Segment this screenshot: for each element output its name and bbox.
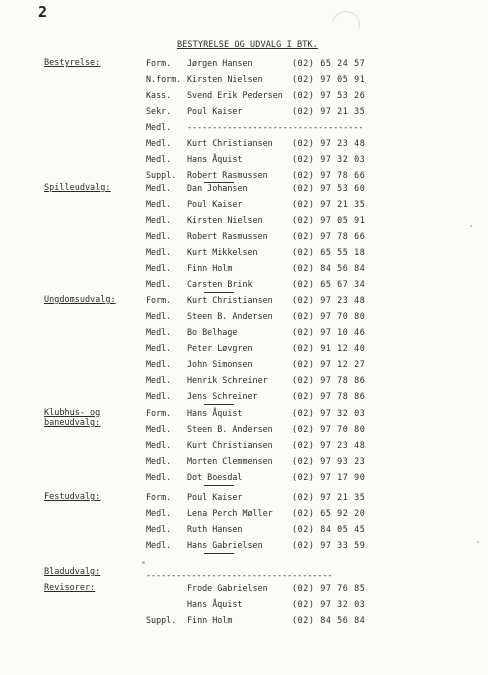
member-role: Medl.: [146, 199, 172, 209]
member-phone: (02) 65 55 18: [292, 247, 366, 257]
member-name: Lena Perch Møller: [187, 508, 273, 518]
member-name: Finn Holm: [187, 615, 233, 625]
member-phone: (02) 97 32 03: [292, 408, 366, 418]
member-name: Morten Clemmensen: [187, 456, 273, 466]
member-row: [0, 408, 488, 420]
member-role: Form.: [146, 408, 172, 418]
member-role: Medl.: [146, 154, 172, 164]
member-phone: (02) 97 32 03: [292, 154, 366, 164]
member-row: [0, 375, 488, 387]
member-role: Medl.: [146, 424, 172, 434]
member-role: Suppl.: [146, 170, 177, 180]
page-title: BESTYRELSE OG UDVALG I BTK.: [177, 40, 318, 50]
member-phone: (02) 97 53 60: [292, 183, 366, 193]
member-name: Poul Kaiser: [187, 106, 243, 116]
member-role: Sekr.: [146, 106, 172, 116]
punch-hole-mark: [327, 6, 365, 44]
member-phone: (02) 97 78 66: [292, 170, 366, 180]
member-row: [0, 583, 488, 595]
section-label-continued: baneudvalg:: [44, 418, 101, 428]
member-name: Hans Åquist: [187, 154, 243, 164]
member-name: Kurt Mikkelsen: [187, 247, 258, 257]
member-row: [0, 391, 488, 403]
member-name: Finn Holm: [187, 263, 233, 273]
member-phone: (02) 97 32 03: [292, 599, 366, 609]
member-row: [0, 424, 488, 436]
member-row: [0, 247, 488, 259]
member-phone: (02) 97 10 46: [292, 327, 366, 337]
section-label: Klubhus- og: [44, 408, 101, 418]
member-role: Medl.: [146, 138, 172, 148]
member-row: [0, 540, 488, 552]
member-row: [0, 90, 488, 102]
member-row: [0, 183, 488, 195]
member-name: Steen B. Andersen: [187, 311, 273, 321]
member-name: Robert Rasmussen: [187, 231, 268, 241]
member-phone: (02) 97 93 23: [292, 456, 366, 466]
member-row: [0, 472, 488, 484]
member-phone: (02) 97 70 80: [292, 311, 366, 321]
paper-speck: [470, 225, 472, 227]
member-row: [0, 327, 488, 339]
member-role: Medl.: [146, 456, 172, 466]
member-row: [0, 508, 488, 520]
member-row: [0, 138, 488, 150]
member-role: Medl.: [146, 327, 172, 337]
member-role: Form.: [146, 58, 172, 68]
member-name: Jørgen Hansen: [187, 58, 253, 68]
member-role: Medl.: [146, 343, 172, 353]
member-row: [0, 215, 488, 227]
section-separator: [204, 485, 234, 486]
paper-speck: [142, 561, 145, 564]
member-row: [0, 199, 488, 211]
member-phone: (02) 97 76 85: [292, 583, 366, 593]
member-phone: (02) 97 53 26: [292, 90, 366, 100]
member-role: N.form.: [146, 74, 182, 84]
member-row: [0, 231, 488, 243]
member-name: Carsten Brink: [187, 279, 253, 289]
member-role: Form.: [146, 492, 172, 502]
member-role: Medl.: [146, 472, 172, 482]
member-role: Medl.: [146, 391, 172, 401]
member-role: Medl.: [146, 440, 172, 450]
member-row: [0, 154, 488, 166]
member-phone: (02) 97 78 86: [292, 391, 366, 401]
member-role: Medl.: [146, 231, 172, 241]
member-row: [0, 599, 488, 611]
member-phone: (02) 65 67 34: [292, 279, 366, 289]
member-phone: (02) 97 12 27: [292, 359, 366, 369]
member-name: Hans Åquist: [187, 408, 243, 418]
section-label: Bestyrelse:: [44, 58, 101, 68]
member-role: Medl.: [146, 247, 172, 257]
member-name: Poul Kaiser: [187, 492, 243, 502]
bladudvalg-dash-line: -------------------------------------: [146, 570, 333, 580]
member-phone: (02) 97 78 86: [292, 375, 366, 385]
member-phone: (02) 84 56 84: [292, 263, 366, 273]
member-row: [0, 615, 488, 627]
member-phone: (02) 97 70 80: [292, 424, 366, 434]
member-phone: (02) 97 17 90: [292, 472, 366, 482]
member-role: Medl.: [146, 359, 172, 369]
member-name: Dot Boesdal: [187, 472, 243, 482]
member-name: Bo Belhage: [187, 327, 238, 337]
member-phone: (02) 65 92 20: [292, 508, 366, 518]
member-row: [0, 456, 488, 468]
member-phone: (02) 84 56 84: [292, 615, 366, 625]
member-row: [0, 122, 488, 134]
section-label: Bladudvalg:: [44, 567, 101, 577]
member-role: Medl.: [146, 508, 172, 518]
member-phone: (02) 97 23 48: [292, 440, 366, 450]
member-name: Hans Åquist: [187, 599, 243, 609]
member-role: Suppl.: [146, 615, 177, 625]
member-name: Steen B. Andersen: [187, 424, 273, 434]
member-phone: (02) 97 78 66: [292, 231, 366, 241]
vacant-dash-line: -----------------------------------: [187, 122, 364, 132]
member-name: Henrik Schreiner: [187, 375, 268, 385]
member-role: Medl.: [146, 311, 172, 321]
member-name: Jens Schreiner: [187, 391, 258, 401]
section-label: Spilleudvalg:: [44, 183, 111, 193]
section-label: Ungdomsudvalg:: [44, 295, 116, 305]
member-name: Frode Gabrielsen: [187, 583, 268, 593]
member-name: Kirsten Nielsen: [187, 215, 263, 225]
member-phone: (02) 97 23 48: [292, 138, 366, 148]
section-label: Festudvalg:: [44, 492, 101, 502]
paper-speck: [477, 541, 479, 543]
member-row: [0, 170, 488, 182]
member-name: Kurt Christiansen: [187, 440, 273, 450]
member-name: Ruth Hansen: [187, 524, 243, 534]
member-role: Form.: [146, 295, 172, 305]
member-name: Peter Løvgren: [187, 343, 253, 353]
member-role: Medl.: [146, 183, 172, 193]
member-row: [0, 311, 488, 323]
member-row: [0, 263, 488, 275]
member-row: [0, 106, 488, 118]
member-name: Hans Gabrielsen: [187, 540, 263, 550]
section-separator: [204, 404, 234, 405]
member-name: Svend Erik Pedersen: [187, 90, 283, 100]
member-name: Kirsten Nielsen: [187, 74, 263, 84]
member-name: Kurt Christiansen: [187, 295, 273, 305]
section-label: Revisorer:: [44, 583, 96, 593]
member-role: Medl.: [146, 375, 172, 385]
page-number: 2: [38, 3, 48, 21]
member-role: Medl.: [146, 215, 172, 225]
section-separator: [204, 553, 234, 554]
member-row: [0, 343, 488, 355]
member-name: Kurt Christiansen: [187, 138, 273, 148]
member-row: [0, 492, 488, 504]
member-name: John Simonsen: [187, 359, 253, 369]
member-phone: (02) 97 23 48: [292, 295, 366, 305]
member-phone: (02) 97 05 91: [292, 74, 366, 84]
member-row: [0, 74, 488, 86]
member-role: Medl.: [146, 122, 172, 132]
member-row: [0, 279, 488, 291]
member-phone: (02) 97 05 91: [292, 215, 366, 225]
member-row: [0, 524, 488, 536]
member-name: Poul Kaiser: [187, 199, 243, 209]
member-role: Medl.: [146, 263, 172, 273]
member-phone: (02) 97 21 35: [292, 492, 366, 502]
member-name: Robert Rasmussen: [187, 170, 268, 180]
member-role: Kass.: [146, 90, 172, 100]
member-phone: (02) 84 05 45: [292, 524, 366, 534]
member-row: [0, 440, 488, 452]
member-role: Medl.: [146, 524, 172, 534]
member-phone: (02) 97 21 35: [292, 106, 366, 116]
member-phone: (02) 91 12 40: [292, 343, 366, 353]
member-role: Medl.: [146, 279, 172, 289]
member-row: [0, 58, 488, 70]
member-phone: (02) 97 33 59: [292, 540, 366, 550]
member-phone: (02) 97 21 35: [292, 199, 366, 209]
member-role: Medl.: [146, 540, 172, 550]
section-separator: [204, 292, 234, 293]
member-row: [0, 295, 488, 307]
member-phone: (02) 65 24 57: [292, 58, 366, 68]
member-row: [0, 359, 488, 371]
member-name: Dan Johansen: [187, 183, 248, 193]
